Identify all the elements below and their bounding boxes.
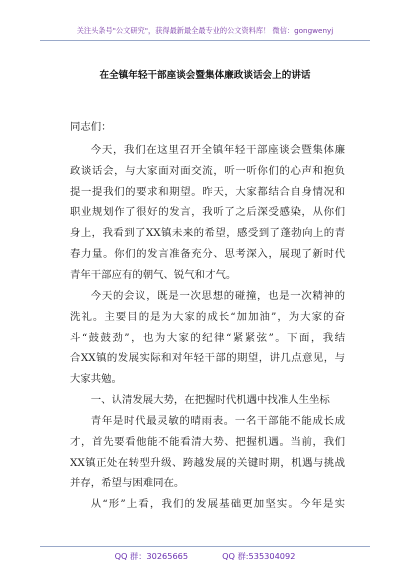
footer-divider <box>40 546 370 547</box>
salutation: 同志们： <box>70 121 112 133</box>
paragraph-line: 提一提我们的要求和期望。昨天，大家都结合自身情况和 <box>70 185 345 198</box>
paragraph-line: 职业规划作了很好的发言，我听了之后深受感染，从你们 <box>70 206 345 219</box>
paragraph-5 <box>70 494 345 515</box>
section-heading-1 <box>70 390 345 411</box>
paragraph-1 <box>70 140 345 286</box>
footer-qq-group-1: QQ 群：30265665 <box>114 551 189 561</box>
paragraph-line: 政谈话会，与大家面对面交流，听一听你们的心声和抱负 <box>70 164 345 177</box>
paragraph-line: 一、认清发展大势，在把握时代机遇中找准人生坐标 <box>90 394 330 406</box>
footer-qq-group-2: QQ 群:535304092 <box>222 551 296 561</box>
paragraph-line: 大家共勉。 <box>70 373 122 386</box>
paragraph-line: 从“形”上看，我们的发展基础更加坚实。今年是实 <box>90 498 345 510</box>
header-divider <box>40 40 370 41</box>
paragraph-2 <box>70 286 345 390</box>
paragraph-line: XX镇正处在转型升级、跨越发展的关键时期，机遇与挑战 <box>70 456 345 469</box>
paragraph-line: 青年干部应有的朝气、锐气和才气。 <box>70 268 237 281</box>
paragraph-line: 青年是时代最灵敏的晴雨表。一名干部能不能成长成 <box>90 415 345 427</box>
paragraph-line: 今天，我们在这里召开全镇年轻干部座谈会暨集体廉 <box>90 144 345 156</box>
document-title: 在全镇年轻干部座谈会暨集体廉政谈话会上的讲话 <box>99 70 311 81</box>
paragraph-4 <box>70 411 345 494</box>
paragraph-line: 今天的会议，既是一次思想的碰撞，也是一次精神的 <box>90 290 345 302</box>
paragraph-line: 洗礼。主要目的是为大家的成长“加加油”，为大家的奋 <box>70 310 345 323</box>
paragraph-line: 并存，希望与困难同在。 <box>70 477 185 490</box>
footer <box>40 550 370 562</box>
header-banner: 关注头条号"公文研究"，获得最新最全最专业的公文资料库！ 微信：gongwenyj <box>76 26 334 35</box>
paragraph-line: 才，首先要看他能不能看清大势、把握机遇。当前，我们 <box>70 435 345 448</box>
paragraph-line: 春力量。你们的发言准备充分、思考深入，展现了新时代 <box>70 247 345 260</box>
paragraph-line: 斗“鼓鼓劲”，也为大家的纪律“紧紧弦”。下面，我结 <box>70 331 345 344</box>
paragraph-line: 身上，我看到了XX镇未来的希望，感受到了蓬勃向上的青 <box>70 227 345 240</box>
paragraph-line: 合XX镇的发展实际和对年轻干部的期望，讲几点意见，与 <box>70 352 345 365</box>
